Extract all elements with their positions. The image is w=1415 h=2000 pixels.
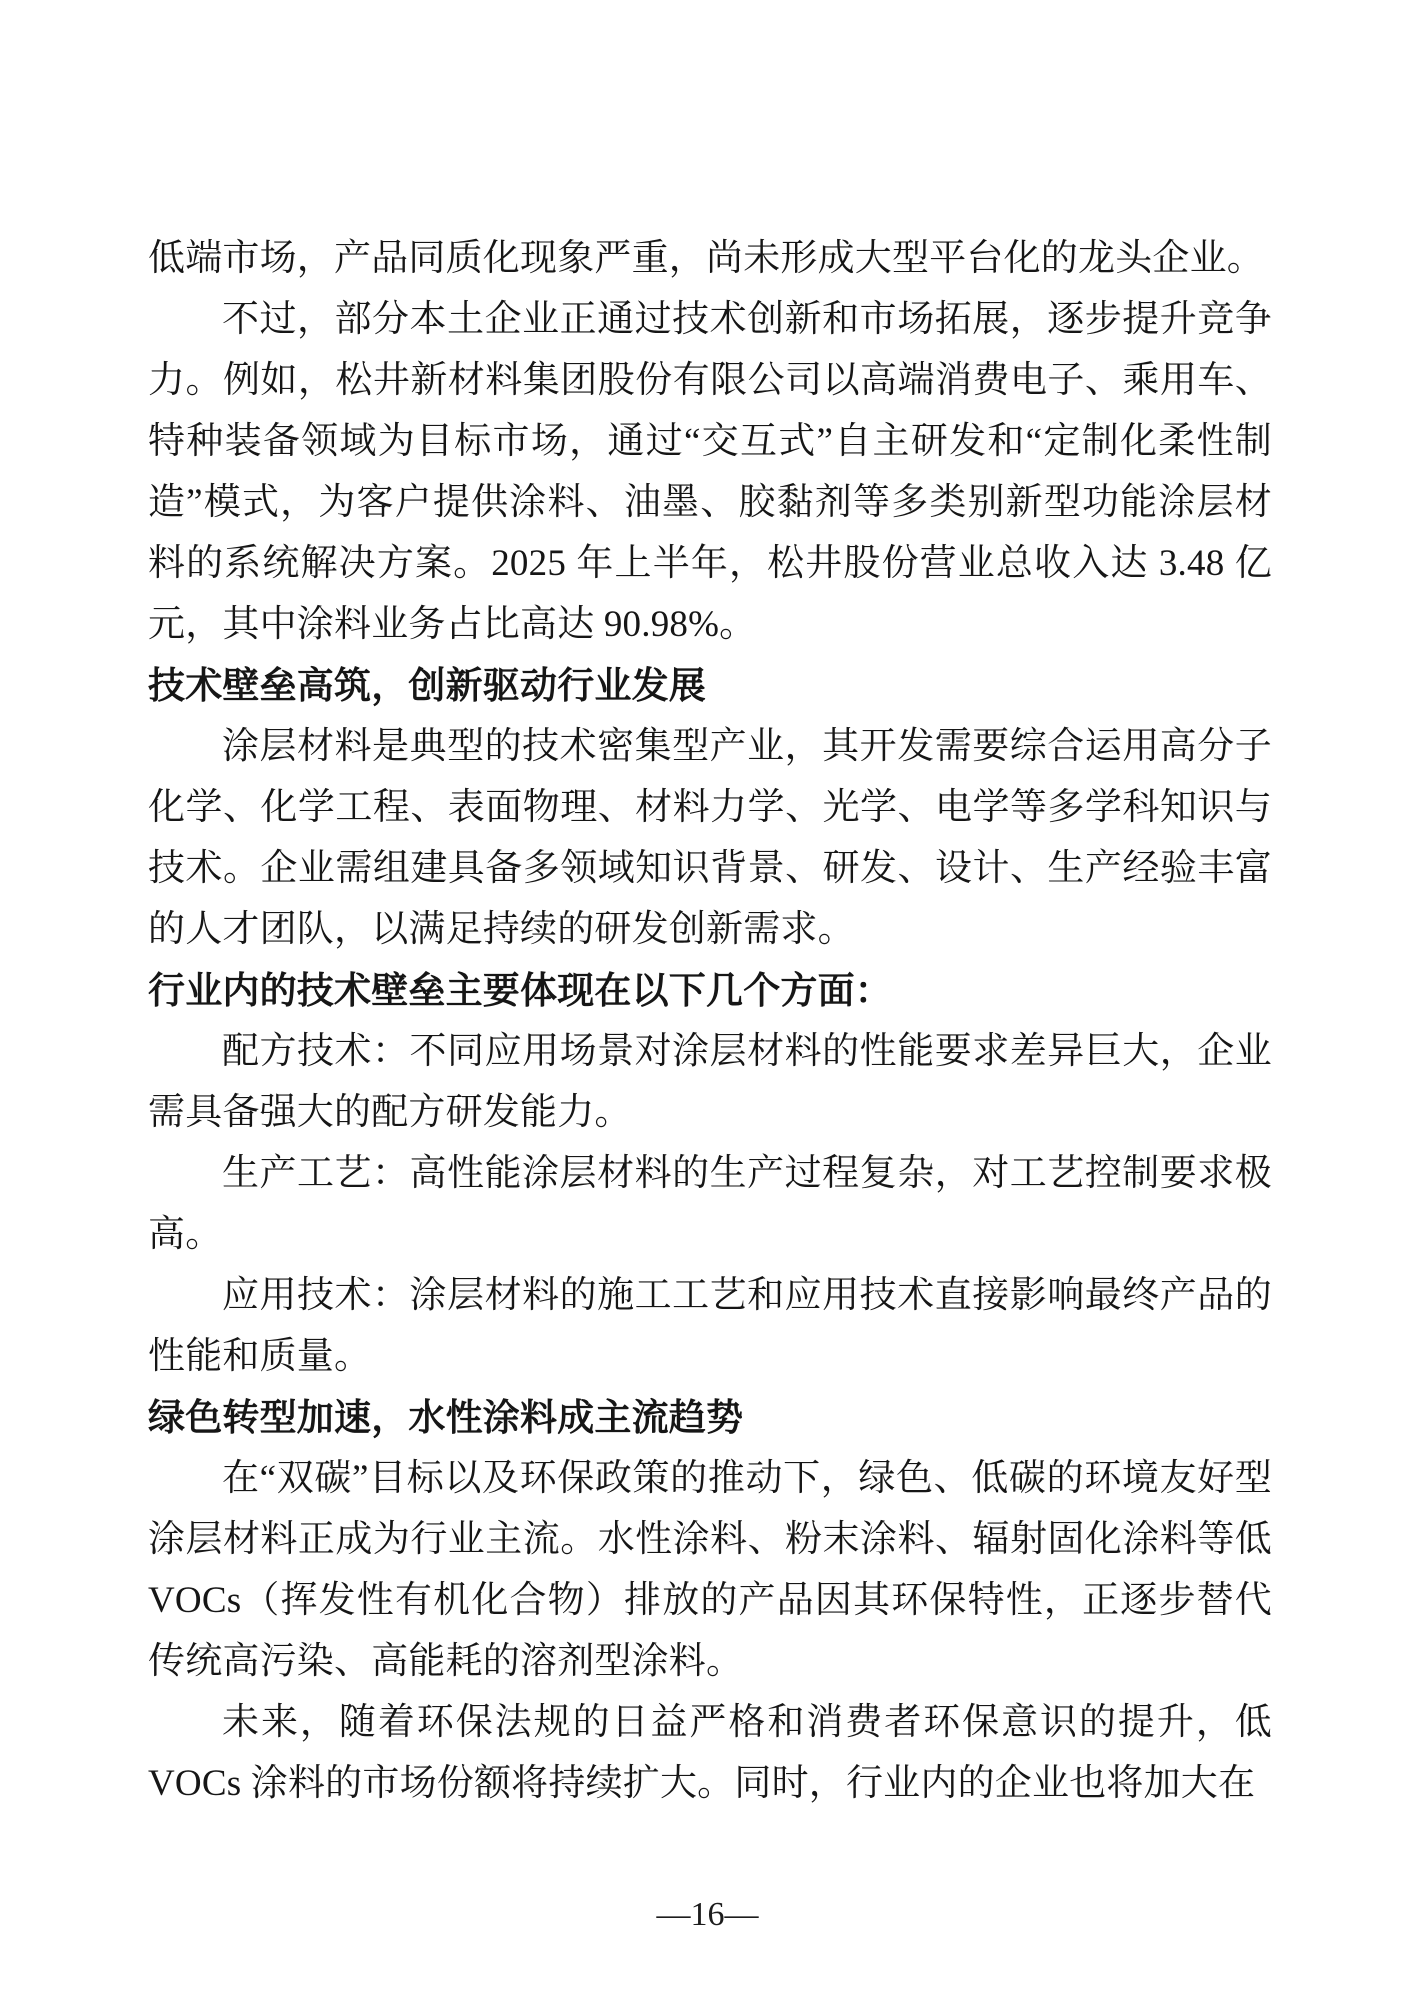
document-body [148,228,1272,1814]
paragraph-application-tech: 应用技术：涂层材料的施工工艺和应用技术直接影响最终产品的性能和质量。 [148,1275,1272,1377]
paragraph-continuation: 低端市场，产品同质化现象严重，尚未形成大型平台化的龙头企业。 [148,238,1264,279]
page-number: —16— [656,1896,759,1933]
paragraph-tech-intensive: 涂层材料是典型的技术密集型产业，其开发需要综合运用高分子化学、化学工程、表面物理、材料力学、光学、电学等多学科知识与技术。企业需组建具备多领域知识背景、研发、设计、生产经验丰富的人才团队，以满足持续的研发创新需求。 [148,726,1272,950]
section-heading-barrier-aspects: 行业内的技术壁垒主要体现在以下几个方面： [148,970,892,1011]
section-heading-green-transition: 绿色转型加速，水性涂料成主流趋势 [148,1397,744,1438]
paragraph-future-outlook: 未来，随着环保法规的日益严格和消费者环保意识的提升，低 VOCs 涂料的市场份额将持续扩大。同时，行业内的企业也将加大在 [148,1702,1272,1804]
paragraph-production-process: 生产工艺：高性能涂层材料的生产过程复杂，对工艺控制要求极高。 [148,1153,1272,1255]
paragraph-songjing-company: 不过，部分本土企业正通过技术创新和市场拓展，逐步提升竞争力。例如，松井新材料集团股份有限公司以高端消费电子、乘用车、特种装备领域为目标市场，通过“交互式”自主研发和“定制化柔性制造”模式，为客户提供涂料、油墨、胶黏剂等多类别新型功能涂层材料的系统解决方案。2025 年上半年，松井股份营业总收入达 3.48 亿元，其中涂料业务占比高达 90.98%。 [148,299,1272,645]
paragraph-formula-tech: 配方技术：不同应用场景对涂层材料的性能要求差异巨大，企业需具备强大的配方研发能力。 [148,1031,1272,1133]
paragraph-dual-carbon: 在“双碳”目标以及环保政策的推动下，绿色、低碳的环境友好型涂层材料正成为行业主流。水性涂料、粉末涂料、辐射固化涂料等低 VOCs（挥发性有机化合物）排放的产品因其环保特性，正逐步替代传统高污染、高能耗的溶剂型涂料。 [148,1458,1272,1682]
section-heading-tech-barriers: 技术壁垒高筑，创新驱动行业发展 [148,665,706,706]
